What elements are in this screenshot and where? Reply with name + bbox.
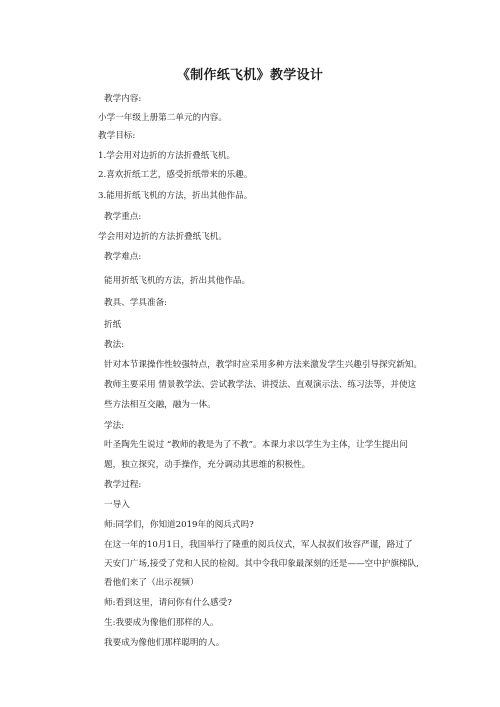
text-line: 针对本节课操作性较强特点，教学时应采用多种方法来激发学生兴趣引导探究新知。 xyxy=(104,360,422,370)
text-line: 教学内容: xyxy=(104,94,142,104)
document-title: 《制作纸飞机》教学设计 xyxy=(176,68,324,83)
text-line: 天安门广场,接受了党和人民的检阅。其中令我印象最深刻的还是——空中护旗梯队, xyxy=(104,559,419,569)
text-line: 教师主要采用 情景教学法、尝试教学法、讲授法、直观演示法、练习法等，并使这 xyxy=(104,380,417,390)
text-line: 师:同学们，你知道2019年的阅兵式吗? xyxy=(104,520,254,530)
text-line: 3.能用折纸飞机的方法，折出其他作品。 xyxy=(98,191,253,201)
text-line: 教学重点: xyxy=(104,212,142,222)
text-line: 1.学会用对边折的方法折叠纸飞机。 xyxy=(98,151,236,161)
text-line: 题，独立探究，动手操作，充分调动其思维的积极性。 xyxy=(104,460,311,470)
text-line: 能用折纸飞机的方法，折出其他作品。 xyxy=(104,276,251,286)
text-line: 在这一年的10月1日，我国举行了隆重的阅兵仪式，军人叔叔们妆容严谨，路过了 xyxy=(104,540,413,550)
text-line: 一导入 xyxy=(104,500,130,510)
text-line: 师:看到这里，请问你有什么感受? xyxy=(104,598,232,608)
text-line: 教学难点: xyxy=(104,252,142,262)
text-line: 些方法相互交融，融为一体。 xyxy=(104,400,216,410)
text-line: 生:我要成为像他们那样的人。 xyxy=(104,618,219,628)
text-line: 小学一年级上册第二单元的内容。 xyxy=(98,113,227,123)
text-line: 教法: xyxy=(104,340,125,350)
text-line: 折纸 xyxy=(104,320,122,330)
text-line: 教学过程: xyxy=(104,480,142,490)
text-line: 我要成为像他们那样聪明的人。 xyxy=(104,638,225,648)
text-line: 看他们来了（出示视频） xyxy=(104,578,199,588)
text-line: 教学目标: xyxy=(98,131,136,141)
text-line: 教具、学具准备: xyxy=(104,298,168,308)
text-line: 学法: xyxy=(104,421,125,431)
text-line: 学会用对边折的方法折叠纸飞机。 xyxy=(98,232,227,242)
text-line: 2.喜欢折纸工艺，感受折纸带来的乐趣。 xyxy=(98,170,253,180)
text-line: 叶圣陶先生说过 “教师的教是为了不教”。本课力求以学生为主体，让学生提出问 xyxy=(104,440,408,450)
